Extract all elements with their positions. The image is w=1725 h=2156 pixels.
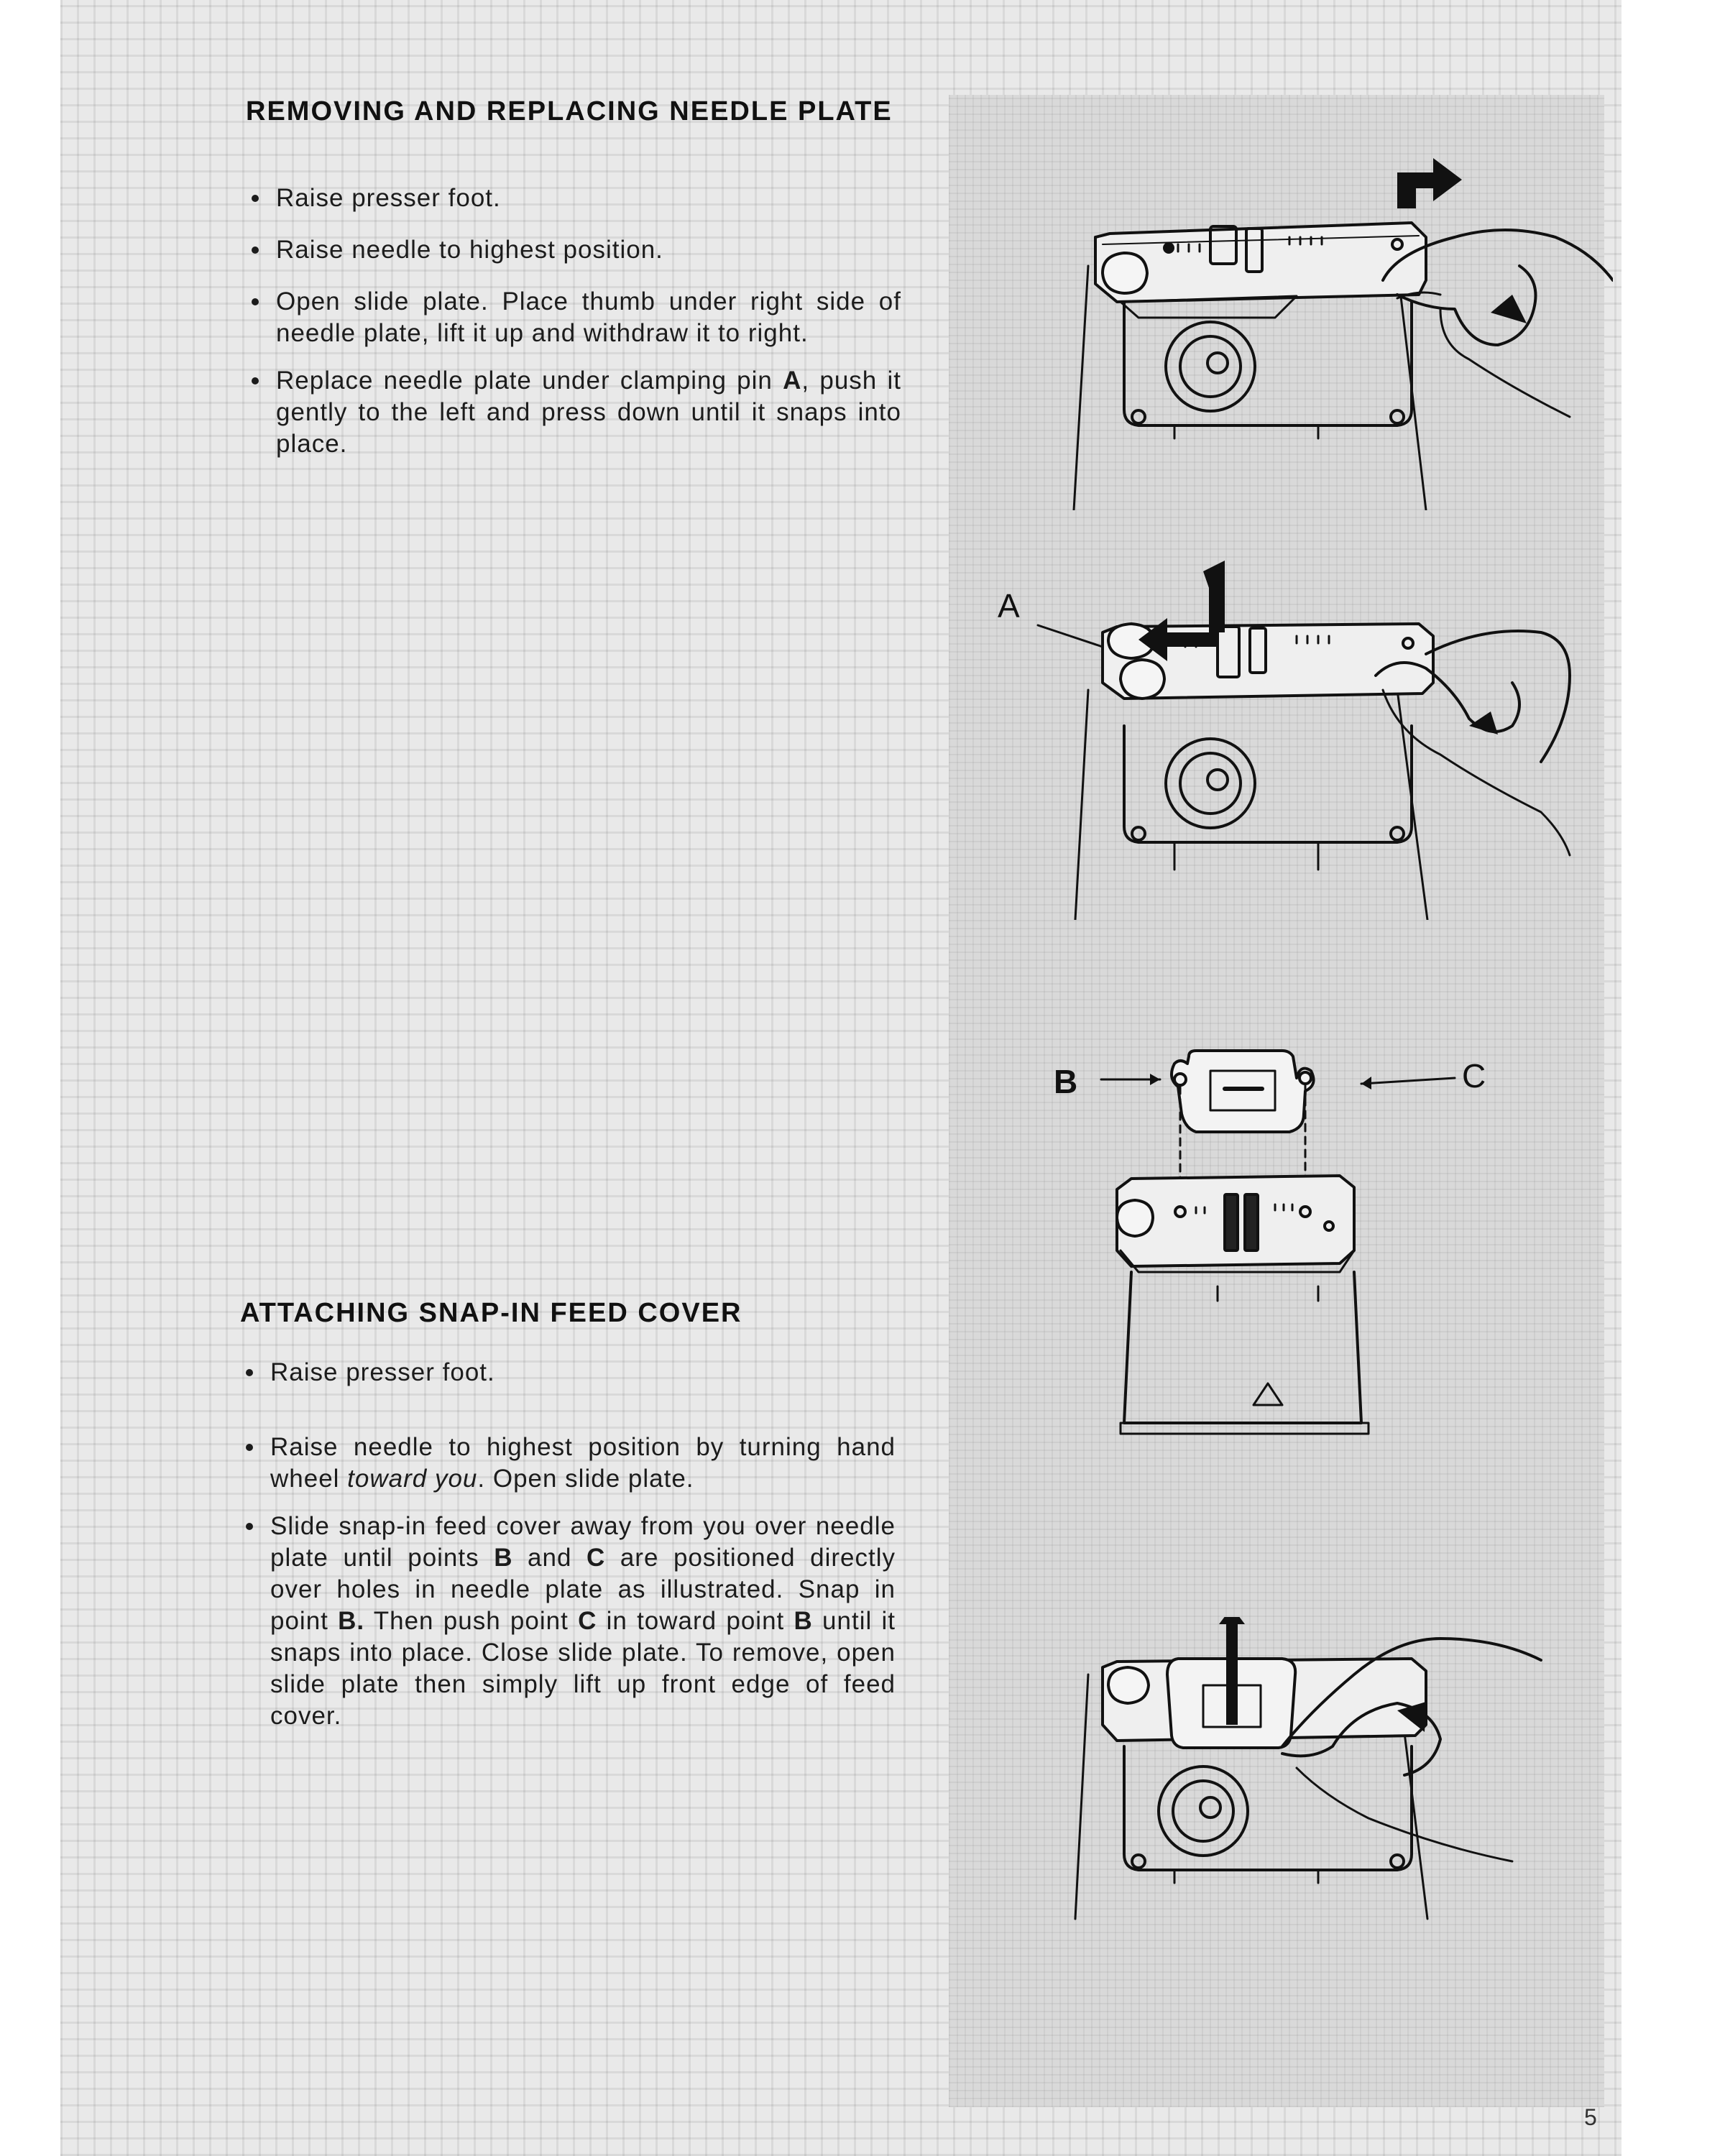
point-b-ref: B (794, 1607, 813, 1635)
figure-snapping-feed-cover (995, 1617, 1613, 1926)
step-raise-needle: Raise needle to highest position. (246, 234, 901, 266)
step-text: Slide snap-in feed cover away from you over needle plate until points (270, 1512, 896, 1572)
removing-steps-list (246, 183, 901, 460)
label-point-c: C (1462, 1057, 1486, 1095)
step-text: . Open slide plate. (477, 1465, 694, 1493)
point-a-ref: A (783, 367, 802, 395)
step-raise-needle-hand-wheel (240, 1432, 896, 1495)
figure-feed-cover-alignment (1052, 1035, 1555, 1437)
step-replace-needle-plate (246, 365, 901, 460)
step-text: Then push point (364, 1607, 579, 1635)
step-text: are positioned directly over holes in needle plate as illustrated. Snap in point (270, 1544, 896, 1635)
figure-replacing-needle-plate (995, 546, 1613, 920)
figure-removing-needle-plate (995, 129, 1613, 510)
label-point-b: B (1054, 1063, 1078, 1100)
step-text: , push it gently to the left and press down until it snaps into place. (276, 367, 901, 458)
step-raise-presser-foot-2: Raise presser foot. (240, 1357, 896, 1388)
section-title-attaching-feed-cover: ATTACHING SNAP-IN FEED COVER (240, 1298, 742, 1328)
page-number: 5 (1584, 2104, 1597, 2130)
step-open-slide-plate: Open slide plate. Place thumb under right side of needle plate, lift it up and withdraw it to right. (246, 286, 901, 349)
step-text: Replace needle plate under clamping pin (276, 367, 783, 395)
step-text: until it snaps into place. Close slide plate. To remove, open slide plate then simply lift up front edge of feed cover. (270, 1607, 896, 1730)
step-text: Raise needle to highest position by turning hand wheel (270, 1433, 896, 1493)
step-text: in toward point (597, 1607, 794, 1635)
attaching-steps-list (240, 1357, 896, 1732)
point-b-ref: B (494, 1544, 513, 1572)
point-c-ref: C (586, 1544, 606, 1572)
label-point-a: A (998, 587, 1020, 625)
manual-page (60, 0, 1622, 2156)
emphasis-text: toward you (347, 1465, 478, 1493)
step-slide-feed-cover (240, 1511, 896, 1732)
section-title-removing-needle-plate: REMOVING AND REPLACING NEEDLE PLATE (246, 96, 893, 126)
step-raise-presser-foot: Raise presser foot. (246, 183, 901, 214)
step-text: and (512, 1544, 586, 1572)
point-b-ref: B. (338, 1607, 365, 1635)
point-c-ref: C (578, 1607, 597, 1635)
